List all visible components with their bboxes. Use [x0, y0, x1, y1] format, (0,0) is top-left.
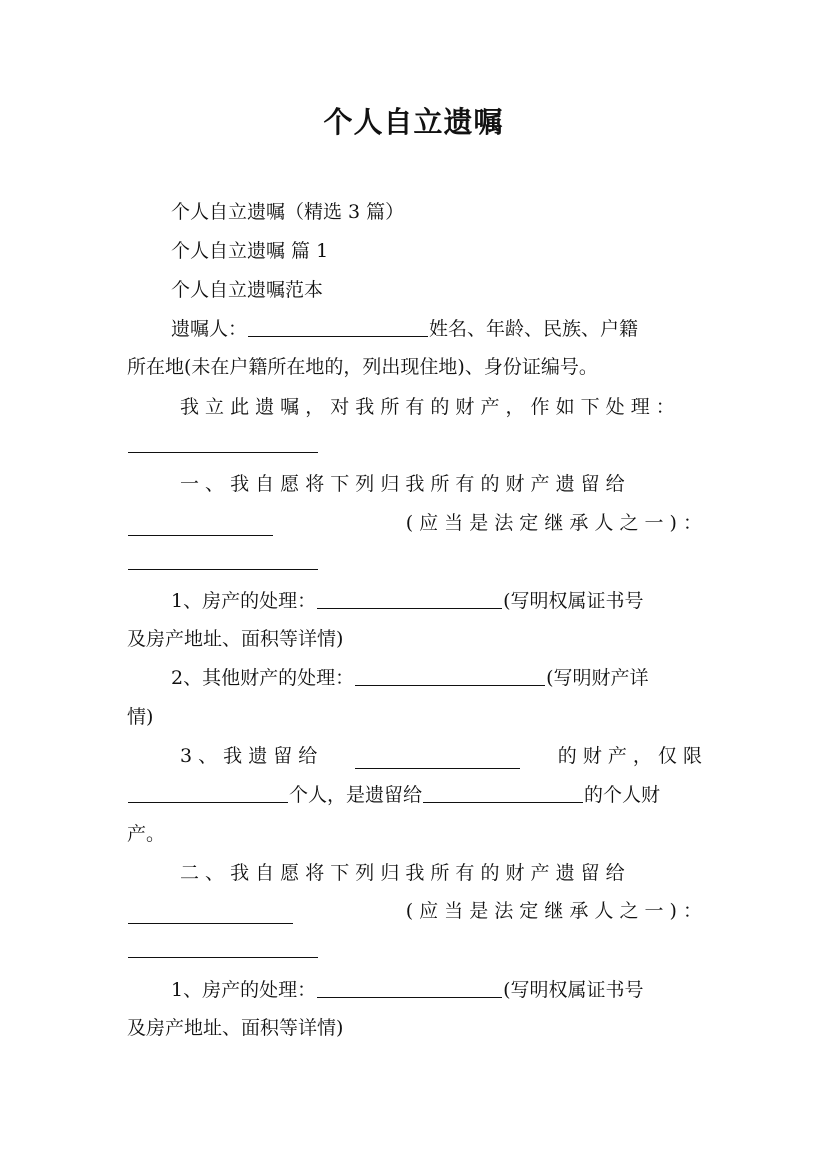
item-three-tail: 产。	[127, 823, 166, 845]
heir-line	[127, 510, 702, 536]
testator-hint: 姓名、年龄、民族、户籍	[429, 318, 639, 340]
item-other-note-continued: 情)	[127, 706, 154, 728]
testator-line	[171, 316, 702, 342]
heir-detail-blank[interactable]	[128, 549, 318, 570]
item-house-note: (写明权属证书号	[503, 590, 644, 612]
item-house-line-two	[171, 977, 702, 1003]
heir-note: ( 应 当 是 法 定 继 承 人 之 一 ) ：	[405, 512, 702, 534]
item-house-note-continued: 及房产地址、面积等详情)	[127, 628, 344, 650]
item-other-label: 2、其他财产的处理：	[171, 667, 355, 689]
item-house-blank-two[interactable]	[317, 977, 502, 998]
heir-detail-blank-two[interactable]	[128, 937, 318, 958]
item-other-line	[171, 665, 702, 691]
declaration-blank-line	[127, 432, 702, 458]
item-house-note-continued-two: 及房产地址、面积等详情)	[127, 1017, 344, 1039]
declaration-line: 我 立 此 遗 嘱 ， 对 我 所 有 的 财 产 ， 作 如 下 处 理 ：	[180, 396, 675, 418]
item-three-person: 个人，是遗留给	[289, 784, 423, 806]
heir-name-blank[interactable]	[128, 515, 273, 536]
testator-hint-continued: 所在地(未在户籍所在地的，列出现住地)、身份证编号。	[127, 356, 598, 378]
heir-blank-line	[127, 549, 702, 575]
item-three-continued	[127, 782, 702, 808]
testator-label: 遗嘱人：	[171, 318, 248, 340]
item-other-blank[interactable]	[355, 665, 545, 686]
item-three-line	[180, 743, 702, 769]
item-three-mid: 的 财 产 ， 仅 限	[557, 745, 702, 767]
item-three-end: 的个人财	[584, 784, 661, 806]
item-three-person-blank[interactable]	[128, 782, 288, 803]
heir-note-two: ( 应 当 是 法 定 继 承 人 之 一 ) ：	[405, 900, 702, 922]
heir-name-blank-two[interactable]	[128, 903, 293, 924]
section-two-heading: 二 、 我 自 愿 将 下 列 归 我 所 有 的 财 产 遗 留 给	[180, 862, 625, 884]
document-title: 个人自立遗嘱	[323, 105, 504, 139]
item-three-target-blank[interactable]	[423, 782, 583, 803]
testator-blank[interactable]	[248, 316, 428, 337]
intro-line: 个人自立遗嘱 篇 1	[171, 240, 329, 262]
heir-line-two	[127, 898, 702, 924]
item-house-label: 1、房产的处理：	[171, 590, 317, 612]
intro-line: 个人自立遗嘱（精选 3 篇）	[171, 201, 405, 223]
intro-line: 个人自立遗嘱范本	[171, 279, 324, 301]
item-three-recipient-blank[interactable]	[355, 748, 520, 769]
item-house-note-two: (写明权属证书号	[503, 979, 644, 1001]
item-other-note: (写明财产详	[546, 667, 649, 689]
item-house-line	[171, 588, 702, 614]
item-house-label-two: 1、房产的处理：	[171, 979, 317, 1001]
item-three-label: 3 、 我 遗 留 给	[180, 745, 318, 767]
heir-blank-line-two	[127, 937, 702, 963]
section-one-heading: 一 、 我 自 愿 将 下 列 归 我 所 有 的 财 产 遗 留 给	[180, 473, 625, 495]
declaration-blank[interactable]	[128, 432, 318, 453]
item-house-blank[interactable]	[317, 588, 502, 609]
